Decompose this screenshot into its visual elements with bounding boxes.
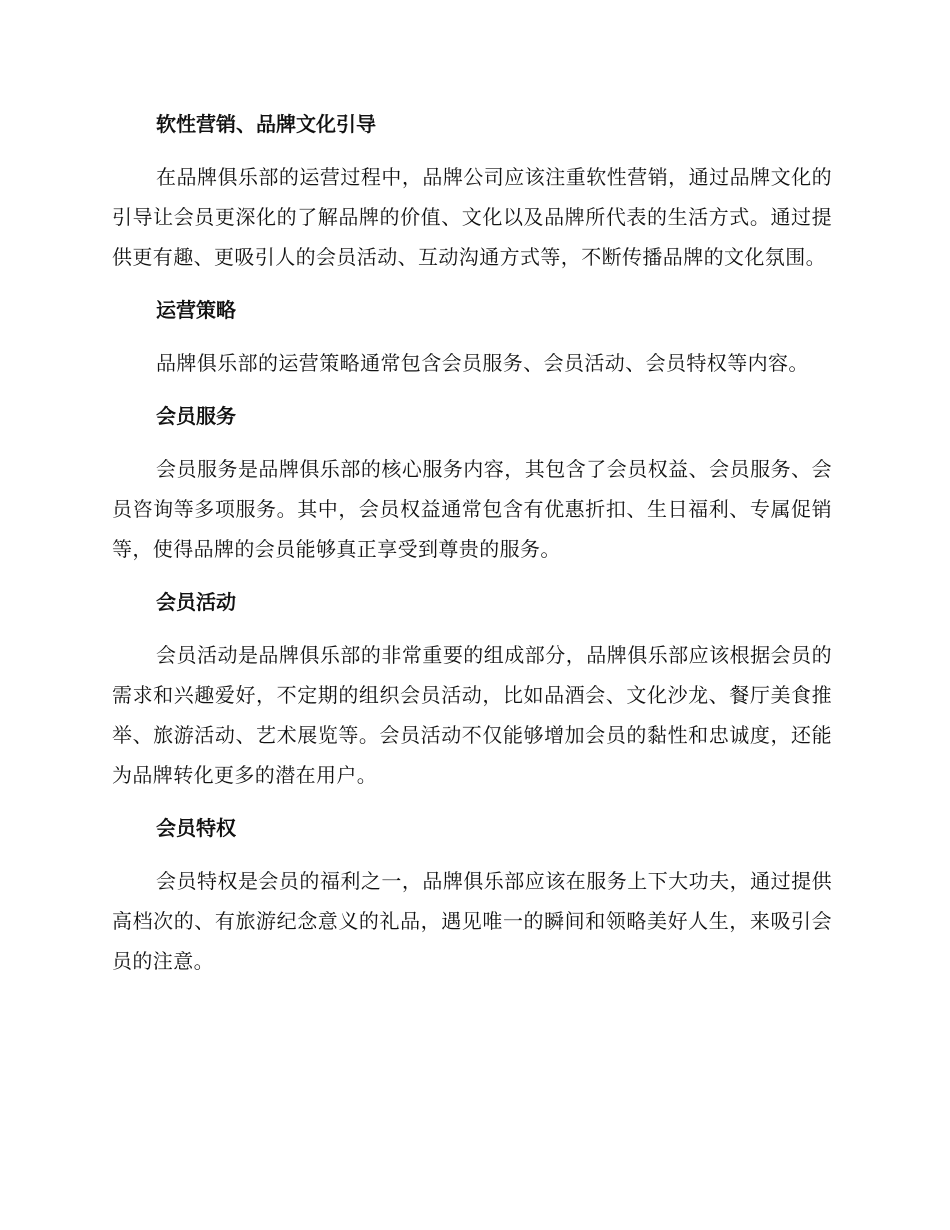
- section-body-operation-strategy: 品牌俱乐部的运营策略通常包含会员服务、会员活动、会员特权等内容。: [156, 351, 809, 375]
- section-heading-member-privileges: 会员特权: [156, 816, 236, 840]
- section-heading-operation-strategy: 运营策略: [156, 298, 236, 322]
- section-heading-member-service: 会员服务: [156, 404, 236, 428]
- section-heading-soft-marketing: 软性营销、品牌文化引导: [156, 112, 376, 136]
- section-body-member-privileges: 会员特权是会员的福利之一，品牌俱乐部应该在服务上下大功夫，通过提供高档次的、有旅游纪念意义的礼品，遇见唯一的瞬间和领略美好人生，来吸引会员的注意。: [112, 869, 832, 973]
- section-body-member-activities: 会员活动是品牌俱乐部的非常重要的组成部分，品牌俱乐部应该根据会员的需求和兴趣爱好，不定期的组织会员活动，比如品酒会、文化沙龙、餐厅美食推举、旅游活动、艺术展览等。会员活动不仅能够增加会员的黏性和忠诚度，还能为品牌转化更多的潜在用户。: [112, 643, 832, 787]
- section-body-soft-marketing: 在品牌俱乐部的运营过程中，品牌公司应该注重软性营销，通过品牌文化的引导让会员更深化的了解品牌的价值、文化以及品牌所代表的生活方式。通过提供更有趣、更吸引人的会员活动、互动沟通方式等，不断传播品牌的文化氛围。: [112, 165, 832, 269]
- section-body-member-service: 会员服务是品牌俱乐部的核心服务内容，其包含了会员权益、会员服务、会员咨询等多项服务。其中，会员权益通常包含有优惠折扣、生日福利、专属促销等，使得品牌的会员能够真正享受到尊贵的服务。: [112, 457, 832, 561]
- section-heading-member-activities: 会员活动: [156, 590, 236, 614]
- document-page: [112, 104, 832, 994]
